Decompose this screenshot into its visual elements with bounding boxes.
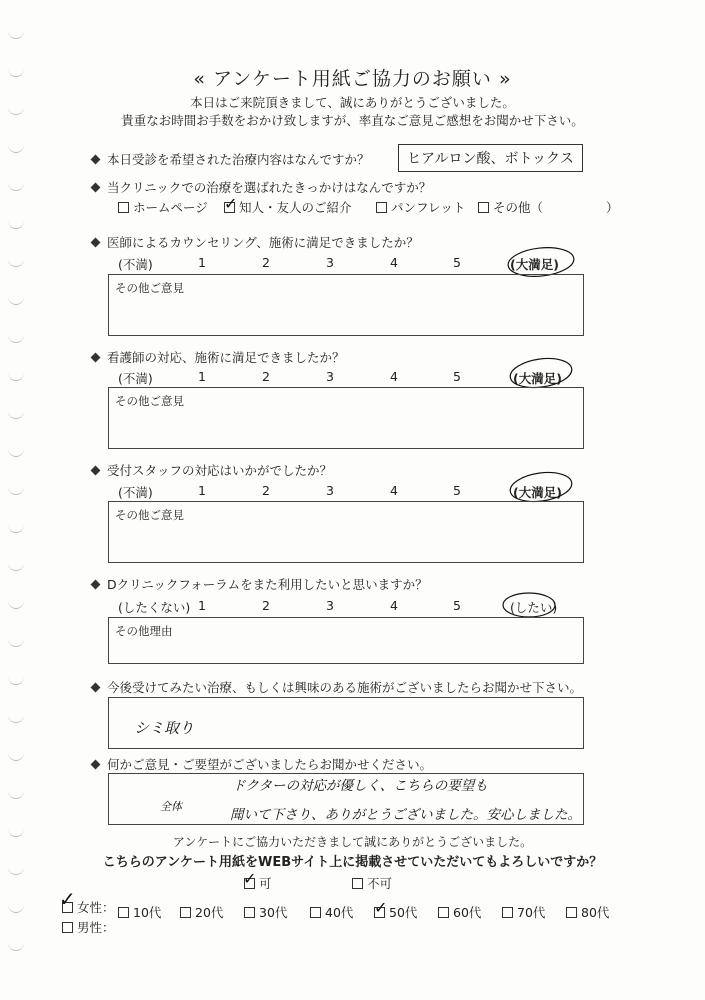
checkbox-icon[interactable] bbox=[478, 202, 489, 213]
age-40s-option[interactable]: 40代 bbox=[310, 903, 353, 921]
question-6-text: Dクリニックフォーラムをまた利用したいと思いますか？ bbox=[107, 577, 428, 592]
age-20s-option[interactable]: 20代 bbox=[180, 903, 223, 921]
scale-4[interactable]: 4 bbox=[390, 369, 398, 384]
scale-2[interactable]: 2 bbox=[262, 255, 270, 270]
question-4 bbox=[92, 348, 345, 366]
form-title: « アンケート用紙ご協力のお願い » bbox=[193, 68, 512, 90]
selection-circle-icon bbox=[507, 352, 579, 392]
question-8-text: 何かご意見・ご要望がございましたらお聞かせください。 bbox=[107, 757, 433, 772]
question-1 bbox=[92, 150, 370, 168]
scale-1[interactable]: 1 bbox=[198, 483, 206, 498]
scale-2[interactable]: 2 bbox=[262, 369, 270, 384]
scale-3[interactable]: 3 bbox=[326, 598, 334, 613]
checkbox-icon[interactable] bbox=[243, 869, 257, 889]
scale-4[interactable]: 4 bbox=[390, 598, 398, 613]
consent-question: こちらのアンケート用紙をWEBサイト上に掲載させていただいてもよろしいですか？ bbox=[102, 855, 603, 870]
intro-line-2: 貴重なお時間お手数をおかけ致しますが、率直なご意見ご感想をお聞かせ下さい。 bbox=[121, 113, 584, 128]
option-other-close: ） bbox=[606, 200, 619, 215]
question-2 bbox=[92, 178, 431, 196]
scale-3[interactable]: 3 bbox=[326, 483, 334, 498]
checkbox-icon[interactable] bbox=[62, 922, 73, 933]
scale-1[interactable]: 1 bbox=[198, 369, 206, 384]
scale-5[interactable]: 5 bbox=[453, 598, 461, 613]
checkbox-icon[interactable] bbox=[59, 887, 76, 913]
age-30s-option[interactable]: 30代 bbox=[244, 903, 287, 921]
diamond-bullet-icon bbox=[91, 580, 101, 590]
question-3-comment-box[interactable]: その他ご意見 bbox=[108, 274, 584, 336]
diamond-bullet-icon bbox=[91, 466, 101, 476]
question-1-answer[interactable]: ヒアルロン酸、ボトックス bbox=[398, 144, 583, 172]
scale-2[interactable]: 2 bbox=[262, 483, 270, 498]
scale-low-label: (不満) bbox=[118, 371, 153, 386]
checkbox-icon[interactable] bbox=[566, 907, 577, 918]
scale-5[interactable]: 5 bbox=[453, 255, 461, 270]
check-mark-icon: ✓ bbox=[224, 194, 238, 213]
age-70s-option[interactable]: 70代 bbox=[502, 903, 545, 921]
diamond-bullet-icon bbox=[91, 238, 101, 248]
checkbox-icon[interactable] bbox=[244, 907, 255, 918]
question-5-text: 受付スタッフの対応はいかがでしたか？ bbox=[107, 463, 333, 478]
diamond-bullet-icon bbox=[91, 183, 101, 193]
scale-1[interactable]: 1 bbox=[198, 598, 206, 613]
question-7-text: 今後受けてみたい治療、もしくは興味のある施術がございましたらお聞かせ下さい。 bbox=[107, 680, 583, 695]
scale-high-label[interactable]: (大満足) bbox=[513, 485, 562, 500]
scale-3[interactable]: 3 bbox=[326, 369, 334, 384]
checkbox-icon[interactable] bbox=[352, 878, 363, 889]
age-60s-option[interactable]: 60代 bbox=[438, 903, 481, 921]
selection-circle-icon bbox=[500, 588, 560, 620]
question-4-text: 看護師の対応、施術に満足できましたか？ bbox=[107, 350, 345, 365]
option-homepage[interactable]: ホームページ bbox=[118, 198, 208, 216]
thanks-text: アンケートにご協力いただきまして誠にありがとうございました。 bbox=[172, 835, 533, 849]
scale-high-label[interactable]: (大満足) bbox=[510, 257, 559, 272]
scale-high-label[interactable]: (したい) bbox=[510, 600, 558, 615]
question-4-comment-box[interactable]: その他ご意見 bbox=[108, 387, 584, 449]
checkbox-icon[interactable] bbox=[376, 202, 387, 213]
scale-5[interactable]: 5 bbox=[453, 483, 461, 498]
check-mark-icon: ✓ bbox=[59, 887, 76, 911]
option-pamphlet[interactable]: パンフレット bbox=[376, 198, 465, 216]
question-5-comment-box[interactable]: その他ご意見 bbox=[108, 501, 584, 563]
question-6-comment-box[interactable]: その他理由 bbox=[108, 617, 584, 664]
question-2-text: 当クリニックでの治療を選ばれたきっかけはなんですか？ bbox=[107, 180, 432, 195]
age-10s-option[interactable]: 10代 bbox=[118, 903, 161, 921]
question-1-text: 本日受診を希望された治療内容はなんですか？ bbox=[107, 152, 370, 167]
scale-2[interactable]: 2 bbox=[262, 598, 270, 613]
question-8 bbox=[92, 755, 432, 773]
diamond-bullet-icon bbox=[91, 155, 101, 165]
consent-yes-option[interactable]: ✓ 可 bbox=[243, 869, 272, 891]
question-7 bbox=[92, 678, 582, 696]
scale-4[interactable]: 4 bbox=[390, 255, 398, 270]
scale-low-label: (不満) bbox=[118, 485, 153, 500]
checkbox-icon[interactable] bbox=[502, 907, 513, 918]
scale-low-label: (不満) bbox=[118, 257, 153, 272]
gender-female-option[interactable]: ✓ 女性： bbox=[59, 887, 115, 915]
consent-no-option[interactable]: 不可 bbox=[352, 874, 392, 892]
scale-1[interactable]: 1 bbox=[198, 255, 206, 270]
checkbox-icon[interactable] bbox=[180, 907, 191, 918]
checkbox-icon[interactable] bbox=[224, 194, 238, 213]
checkbox-icon[interactable] bbox=[374, 898, 388, 918]
scale-high-label[interactable]: (大満足) bbox=[513, 371, 562, 386]
diamond-bullet-icon bbox=[91, 683, 101, 693]
age-50s-option[interactable]: ✓ 50代 bbox=[374, 898, 418, 920]
scale-3[interactable]: 3 bbox=[326, 255, 334, 270]
question-3-text: 医師によるカウンセリング、施術に満足できましたか？ bbox=[107, 235, 419, 250]
scale-4[interactable]: 4 bbox=[390, 483, 398, 498]
check-mark-icon: ✓ bbox=[243, 869, 257, 888]
checkbox-icon[interactable] bbox=[118, 907, 129, 918]
checkbox-icon[interactable] bbox=[118, 202, 129, 213]
gender-male-option[interactable]: 男性： bbox=[62, 918, 115, 936]
intro-line-1: 本日はご来院頂きまして、誠にありがとうございました。 bbox=[190, 95, 515, 110]
option-other[interactable]: その他（ bbox=[478, 198, 543, 216]
question-6 bbox=[92, 575, 428, 593]
diamond-bullet-icon bbox=[91, 760, 101, 770]
option-referral[interactable]: ✓ 知人・友人のご紹介 bbox=[224, 194, 352, 215]
question-8-margin-note: 全体 bbox=[160, 800, 182, 813]
question-5 bbox=[92, 461, 332, 479]
scale-low-label: (したくない) bbox=[118, 600, 191, 615]
scale-5[interactable]: 5 bbox=[453, 369, 461, 384]
question-7-answer: シミ取り bbox=[134, 719, 195, 737]
checkbox-icon[interactable] bbox=[310, 907, 321, 918]
binder-holes bbox=[8, 0, 30, 1000]
age-80s-option[interactable]: 80代 bbox=[566, 903, 609, 921]
selection-circle-icon bbox=[507, 466, 579, 506]
question-8-answer-line-1: ドクターの対応が優しく、こちらの要望も bbox=[232, 778, 488, 794]
diamond-bullet-icon bbox=[91, 353, 101, 363]
check-mark-icon: ✓ bbox=[374, 898, 388, 917]
question-8-answer-line-2: 聞いて下さり、ありがとうございました。安心しました。 bbox=[230, 807, 581, 823]
question-3 bbox=[92, 233, 419, 251]
checkbox-icon[interactable] bbox=[438, 907, 449, 918]
